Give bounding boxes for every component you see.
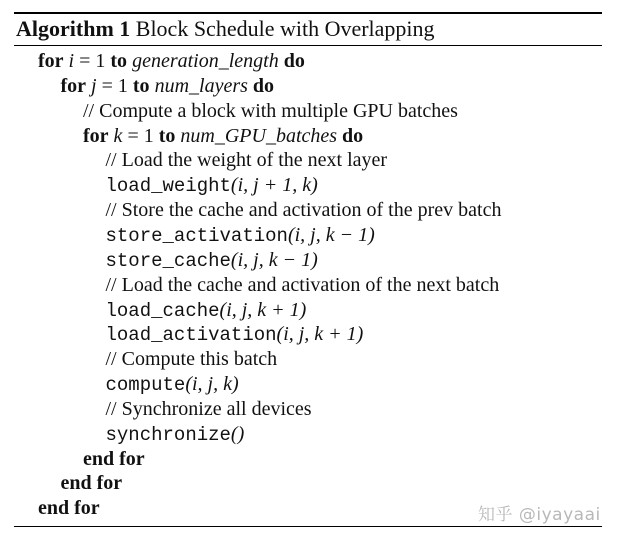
function-name: synchronize [105,423,231,446]
algorithm-line [106,273,500,298]
algorithm-line [61,471,123,496]
algorithm-caption [16,14,435,44]
algorithm-line [106,397,312,422]
comment-text: // Store the cache and activation of the prev batch [105,199,502,222]
watermark: 知乎 @iyayaai [478,505,601,525]
algorithm-line [61,74,275,99]
algorithm-line [38,496,100,521]
function-args: (i, j, k − 1) [230,248,318,271]
loop-bound: num_layers [154,74,248,97]
loop-start: = 1 [122,124,159,147]
loop-variable: j [91,74,97,97]
loop-start: = 1 [74,50,111,72]
do-keyword: do [342,124,364,147]
end-for-keyword: end for [38,497,100,520]
algorithm-line [106,148,388,173]
function-name: load_weight [105,175,231,198]
algorithm-line [83,447,145,472]
algorithm-line [106,298,307,323]
for-keyword: for [60,74,87,97]
function-args: (i, j, k + 1) [276,323,364,346]
do-keyword: do [252,74,275,97]
loop-bound: generation_length [132,50,279,72]
comment-text: // Load the cache and activation of the next batch [105,273,500,296]
loop-variable: k [113,124,123,147]
for-keyword: for [83,124,109,147]
algorithm-line [106,422,245,447]
algorithm-line [106,322,364,347]
end-for-keyword: end for [60,472,123,495]
to-keyword: to [132,74,150,97]
loop-variable: i [68,50,75,72]
function-name: compute [105,374,186,397]
comment-text: // Load the weight of the next layer [105,149,388,172]
function-name: store_activation [105,224,288,247]
algorithm-line [38,49,305,74]
to-keyword: to [158,124,176,147]
for-keyword: for [38,50,64,72]
comment-text: // Compute a block with multiple GPU batches [83,99,458,122]
algorithm-line [106,198,502,223]
algorithm-line [106,372,239,397]
algorithm-line [106,347,278,372]
caption-rule [14,45,602,46]
algorithm-line [106,223,375,248]
function-name: store_cache [105,249,231,272]
comment-text: // Synchronize all devices [105,397,312,420]
function-args: (i, j, k − 1) [287,223,375,246]
end-for-keyword: end for [83,447,145,470]
comment-text: // Compute this batch [105,348,278,371]
function-name: load_activation [105,324,277,347]
bottom-rule [14,526,602,527]
do-keyword: do [283,50,305,72]
algorithm-number: Algorithm 1 [16,16,131,41]
algorithm-line [106,248,318,273]
function-name: load_cache [105,299,220,322]
algorithm-line [83,99,458,124]
to-keyword: to [110,50,128,72]
algorithm-title: Block Schedule with Overlapping [135,16,435,41]
function-args: (i, j + 1, k) [230,174,318,197]
algorithm-line [83,124,363,149]
function-args: (i, j, k + 1) [219,298,307,321]
loop-bound: num_GPU_batches [180,124,338,147]
algorithm-line [106,173,318,198]
function-args: () [230,422,245,445]
function-args: (i, j, k) [185,373,239,396]
loop-start: = 1 [96,74,133,97]
